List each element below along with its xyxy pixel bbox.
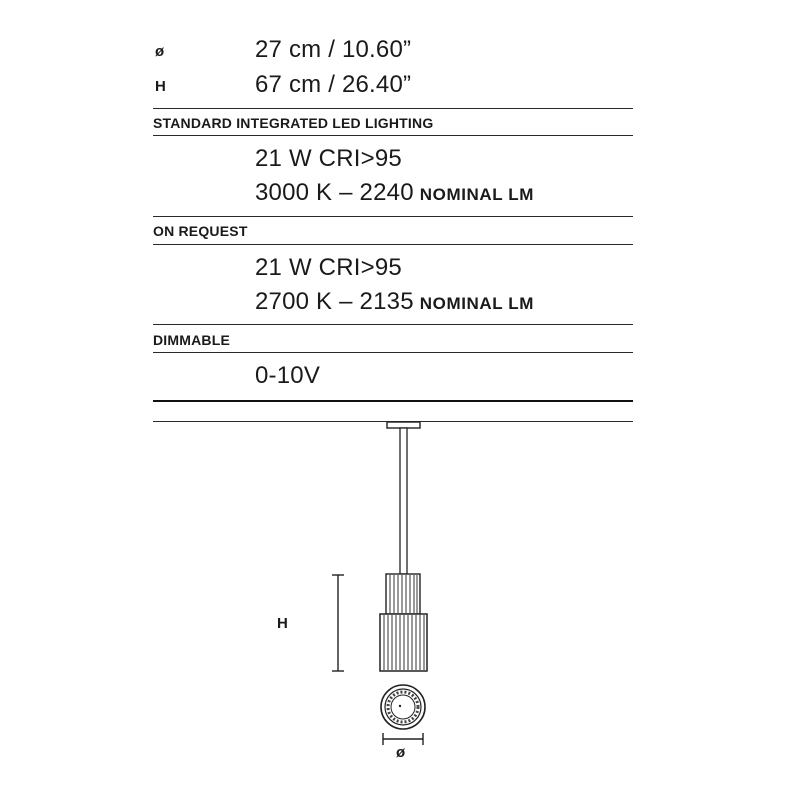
lamp-body	[380, 614, 427, 671]
standard-power-cri: 21 W CRI>95	[255, 145, 402, 172]
standard-lumen-unit: NOMINAL LM	[419, 185, 535, 204]
ceiling-canopy	[387, 422, 420, 428]
dimmable-value: 0-10V	[255, 362, 321, 389]
request-temp-lumen-value: 2700 K – 2135	[255, 288, 414, 315]
height-dimension	[332, 575, 344, 671]
height-symbol: H	[155, 78, 166, 95]
section-header-standard-led: STANDARD INTEGRATED LED LIGHTING	[153, 115, 434, 131]
lamp-bottom-view	[381, 685, 425, 729]
diameter-symbol: ø	[155, 43, 165, 60]
height-dimension-label: H	[277, 615, 288, 632]
diameter-dimension-label: ø	[396, 744, 406, 761]
diameter-value: 27 cm / 10.60”	[255, 36, 412, 63]
request-lumen-unit: NOMINAL LM	[419, 294, 535, 313]
lamp-neck	[386, 574, 420, 614]
suspension-rod	[400, 428, 407, 574]
height-value: 67 cm / 26.40”	[255, 71, 412, 98]
section-header-dimmable: DIMMABLE	[153, 332, 231, 348]
standard-temp-lumen-value: 3000 K – 2240	[255, 179, 414, 206]
section-header-on-request: ON REQUEST	[153, 223, 248, 239]
request-power-cri: 21 W CRI>95	[255, 254, 402, 281]
